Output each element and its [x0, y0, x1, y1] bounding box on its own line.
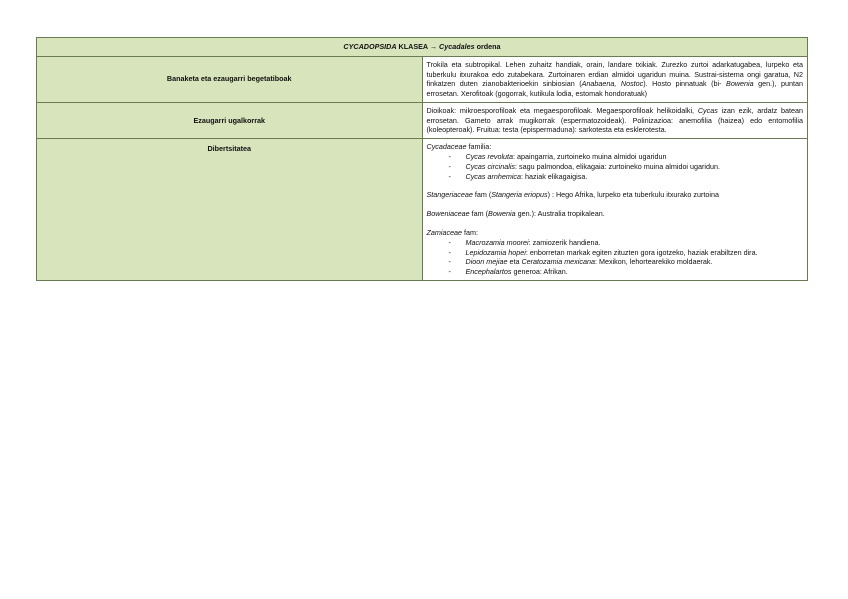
zamiaceae-list [427, 238, 804, 277]
species-desc: : Mexikon, lehortearekiko moldaerak. [594, 257, 713, 267]
genus-desc: generoa: Afrikan. [511, 267, 568, 277]
species-name: Cycas revoluta [465, 152, 514, 162]
species-desc: : enborretan markak egiten zituzten gora igotzeko, haziak erabiltzen dira. [525, 247, 758, 257]
list-item [449, 267, 804, 277]
species-desc: : apaingarria, zurtoineko muina almidoi ugaridun [513, 152, 667, 162]
species-connector: eta [507, 257, 522, 267]
table-row [37, 56, 808, 102]
species-name: Macrozamia moorei [465, 237, 529, 247]
family-name: Zamiaceae [426, 227, 463, 237]
cycadaceae-heading [427, 142, 804, 152]
title-order-word: ordena [476, 42, 501, 51]
species-name: Stangeria eriopus [491, 190, 548, 200]
row-content-diversity [422, 139, 808, 281]
species-name: Cycas arnhemica [465, 171, 522, 181]
list-item [449, 152, 804, 162]
vegetative-text-a: Trokila eta subtropikal. Lehen zuhaitz handiak, orain, landare txikiak. Zurezko zurtoi adarkatugabea, lurpeko eta tuberkulu itxurakoa edo zutabekara. Zurtoinaren erdian almidoi ugaridun muina. Sustrai-sistema ongi garatua, N2 finkatzen duten zianobakterioekin sinbiosian ( [426, 59, 803, 89]
list-item [449, 248, 804, 258]
reproductive-text-a: Dioikoak: mikroesporofiloak eta megaesporofiloak. Megaesporofiloak helikoidalki, [426, 105, 698, 115]
vegetative-text-b: ). Hosto pinnatuak (bi- [643, 79, 727, 89]
vegetative-italic-a: Anabaena, Nostoc [581, 79, 644, 89]
list-item [449, 238, 804, 248]
zamiaceae-heading [427, 228, 804, 238]
species-name: Dioon mejiae [465, 257, 508, 267]
species-desc: ) : Hego Afrika, lurpeko eta tuberkulu itxurako zurtoina [547, 190, 719, 200]
species-name: Ceratozamia mexicana [521, 257, 595, 267]
family-suffix: fam: [462, 227, 479, 237]
title-arrow: → [429, 42, 438, 51]
genus-desc: gen.): Australia tropikalean. [515, 209, 605, 219]
cycadaceae-list [427, 152, 804, 181]
list-item [449, 172, 804, 182]
species-name: Lepidozamia hopei [465, 247, 526, 257]
reproductive-text-b: izan ezik, ardatz batean errosetan. Gameto arrak mugikorrak (espermatozoideak). Polinizazioa: anemofilia (haizea) edo entomofilia (koleopteroak). Fruitua: testa (epispermaduna): sarkotesta eta esklerotesta. [426, 105, 803, 135]
title-class-word: KLASEA [398, 42, 428, 51]
table-row [37, 102, 808, 138]
title-order: Cycadales [439, 42, 475, 51]
genus-name: Bowenia [488, 209, 516, 219]
family-name: Boweniaceae [426, 209, 470, 219]
title-class: CYCADOPSIDA [343, 42, 397, 51]
genus-name: Encephalartos [465, 267, 512, 277]
table-title [37, 38, 808, 57]
family-suffix: familia: [466, 142, 492, 152]
reproductive-italic-a: Cycas [697, 105, 718, 115]
row-content-reproductive [422, 102, 808, 138]
row-label-vegetative: Banaketa eta ezaugarri begetatiboak [37, 56, 423, 102]
species-desc: : zamiozerik handiena. [528, 237, 601, 247]
table-row [37, 139, 808, 281]
species-desc: : haziak elikagaigisa. [521, 171, 588, 181]
list-item [449, 257, 804, 267]
row-content-vegetative [422, 56, 808, 102]
vegetative-text-c: gen.), puntan errosetan. Xerofitoak (gogorrak, kutikula lodia, estomak hondoratuak) [426, 79, 803, 99]
family-name: Stangeriaceae [426, 190, 473, 200]
species-desc: : sagu palmondoa, elikagaia: zurtoineko muina almidoi ugaridun. [515, 161, 721, 171]
row-label-diversity: Dibertsitatea [37, 139, 423, 281]
cycadales-table [36, 37, 808, 281]
list-item [449, 162, 804, 172]
vegetative-italic-b: Bowenia [726, 79, 754, 89]
document-page [36, 37, 808, 281]
boweniaceae-line [427, 209, 804, 219]
family-name: Cycadaceae [426, 142, 467, 152]
row-label-reproductive: Ezaugarri ugalkorrak [37, 102, 423, 138]
species-name: Cycas circinalis [465, 161, 516, 171]
family-suffix: fam ( [472, 190, 492, 200]
stangeriaceae-line [427, 190, 804, 200]
family-suffix: fam ( [469, 209, 489, 219]
table-header-row [37, 38, 808, 57]
